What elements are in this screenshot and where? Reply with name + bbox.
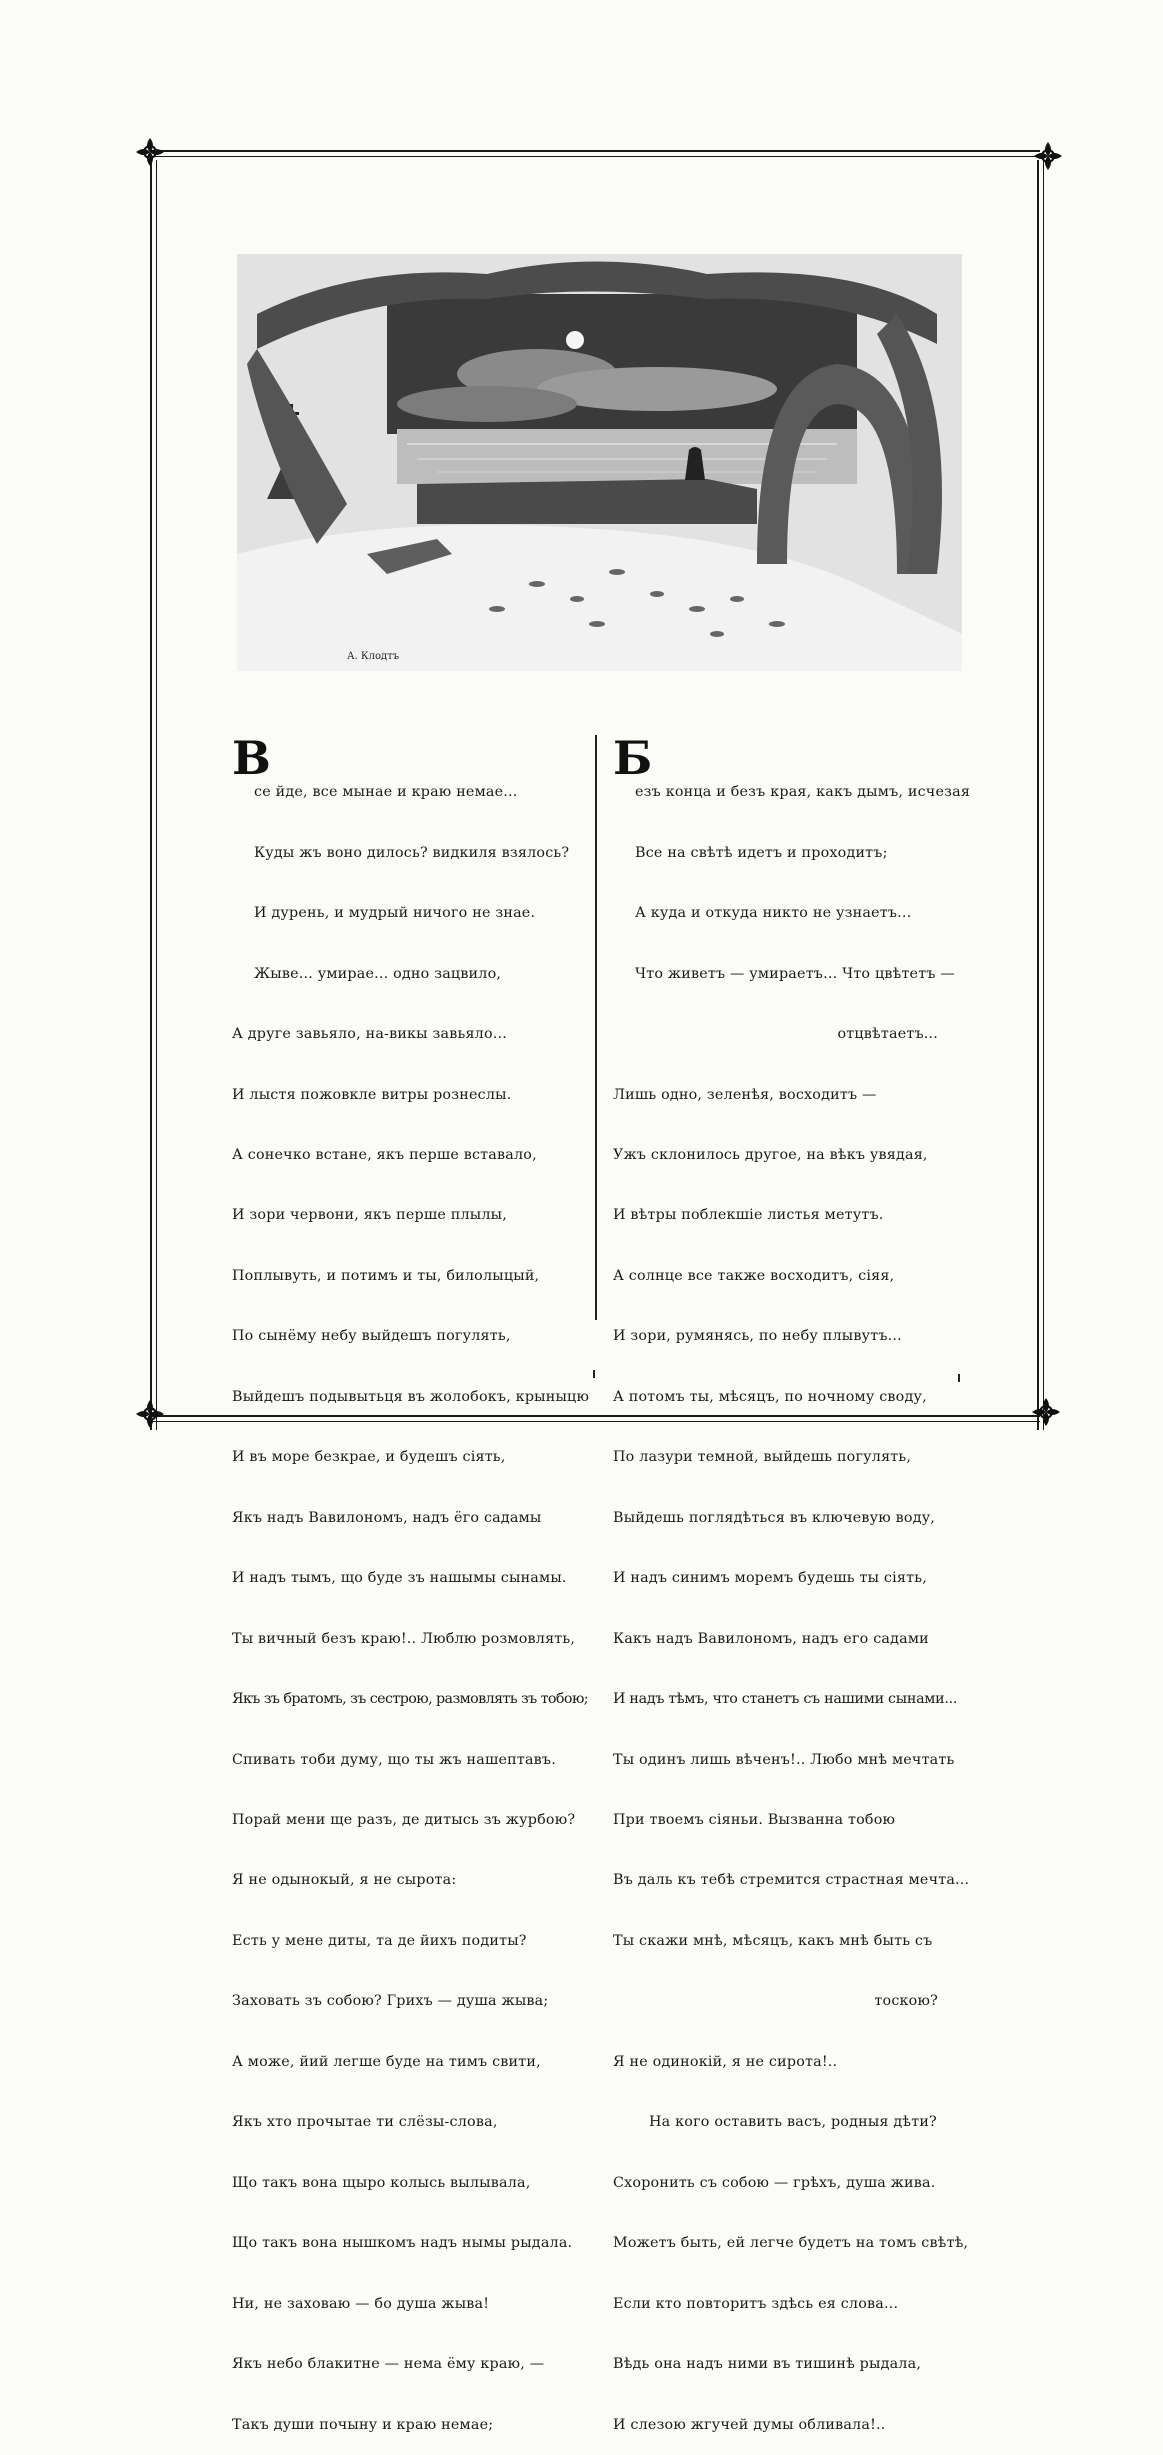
poem-line: Если кто повторитъ здѣсь ея слова... [613,2295,899,2312]
poem-line: Заховать зъ собою? Грихъ — душа жыва; [232,1993,549,2010]
poem-line: И зори, румянясь, по небу плывутъ... [613,1328,902,1345]
poem-line: Ты скажи мнѣ, мѣсяцъ, какъ мнѣ быть съ [613,1932,933,1949]
poem-line: Якъ надъ Вавилономъ, надъ ёго садамы [232,1509,542,1526]
poem-line: Есть у мене диты, та де йихъ подиты? [232,1932,527,1949]
poem-line: Все на свѣтѣ идетъ и проходитъ; [635,844,888,861]
corner-ornament-icon [1030,1396,1062,1428]
poem-line: се йде, все мынае и краю немае... [254,784,518,801]
left-poem-column [232,742,590,2455]
right-poem-column [613,742,971,2455]
poem-line: Ужъ склонилось другое, на вѣкъ увядая, [613,1147,928,1164]
poem-line: Можетъ быть, ей легче будетъ на томъ свѣтѣ, [613,2235,969,2252]
frame-right-rule [1037,160,1044,1430]
poem-line: На кого оставить васъ, родныя дѣти? [649,2114,937,2131]
poem-line: Якъ зъ братомъ, зъ сестрою, размовлять зъ тобою; [232,1691,589,1708]
poem-line: Ты одинъ лишь вѣченъ!.. Любо мнѣ мечтать [613,1751,955,1768]
poem-line: Що такъ вона щыро колысь вылывала, [232,2174,531,2191]
poem-line: А куда и откуда никто не узнаетъ... [635,905,912,922]
poem-line: А потомъ ты, мѣсяцъ, по ночному своду, [613,1388,927,1405]
poem-line: Ни, не заховаю — бо душа жыва! [232,2295,490,2312]
poem-line: Какъ надъ Вавилономъ, надъ его садами [613,1630,929,1647]
poem-line: Куды жъ воно дилось? видкиля взялось? [254,844,570,861]
poem-line: И дурень, и мудрый ничого не знае. [254,905,536,922]
poem-line: И въ море безкрае, и будешъ сіять, [232,1449,506,1466]
poem-line: Вѣдь она надъ ними въ тишинѣ рыдала, [613,2356,922,2373]
poem-line: А може, йий легше буде на тимъ свити, [232,2053,541,2070]
moonlit-landscape-illustration [237,254,962,671]
poem-line: А солнце все также восходитъ, сіяя, [613,1267,895,1284]
poem-line: И надъ тымъ, що буде зъ нашымы сынамы. [232,1570,567,1587]
poem-line: Схоронить съ собою — грѣхъ, душа жива. [613,2174,936,2191]
poem-line: И слезою жгучей думы обливала!.. [613,2416,886,2433]
poem-line: И надъ синимъ моремъ будешь ты сіять, [613,1570,927,1587]
moon-icon [566,331,584,349]
poem-line: И зори червони, якъ перше плылы, [232,1207,507,1224]
poem-line: Выйдешь поглядѣться въ ключевую воду, [613,1509,936,1526]
poem-line: И надъ тѣмъ, что станетъ съ нашими сынами... [613,1691,958,1708]
illustration-signature: А. Клодтъ [347,651,400,662]
poem-line: Ты вичный безъ краю!.. Люблю розмовлять, [232,1630,576,1647]
poem-line: отцвѣтаетъ... [837,1026,938,1043]
poem-line: Порай мени ще разъ, де дитысь зъ журбою? [232,1812,576,1829]
corner-ornament-icon [134,136,166,168]
frame-top-rule [150,150,1040,157]
poem-line: Якъ небо блакитне — нема ёму краю, — [232,2356,545,2373]
poem-line: А друге завьяло, на-викы завьяло... [232,1026,508,1043]
poem-line: И вѣтры поблекшіе листья метутъ. [613,1207,884,1224]
poem-line: Поплывуть, и потимъ и ты, билолыцый, [232,1267,540,1284]
print-mark [593,1370,595,1378]
poem-line: Я не одынокый, я не сырота: [232,1872,457,1889]
poem-line: Выйдешъ подывытьця въ жолобокъ, крыныцю [232,1388,590,1405]
poem-line: Жыве... умирае... одно зацвило, [254,965,502,982]
poem-line: Такъ души почыну и краю немае; [232,2416,494,2433]
poem-line: Спивать тоби думу, що ты жъ нашептавъ. [232,1751,556,1768]
left-dropcap-letter: В [232,731,271,785]
poem-line: Що такъ вона нышкомъ надъ нымы рыдала. [232,2235,573,2252]
corner-ornament-icon [1032,140,1064,172]
poem-line: По сынёму небу выйдешъ погулять, [232,1328,511,1345]
frame-left-rule [150,160,157,1430]
poem-line: И лыстя пожовкле витры рознеслы. [232,1086,512,1103]
poem-line: Что живетъ — умираетъ... Что цвѣтетъ — [635,965,955,982]
corner-ornament-icon [134,1398,166,1430]
poem-line: Лишь одно, зеленѣя, восходитъ — [613,1086,877,1103]
right-dropcap-letter: Б [613,731,653,785]
poem-line: Якъ хто прочытае ти слёзы-слова, [232,2114,498,2131]
poem-line: По лазури темной, выйдешь погулять, [613,1449,912,1466]
poem-line: тоскою? [874,1993,938,2010]
poem-line: А сонечко встане, якъ перше вставало, [232,1147,537,1164]
column-divider [595,735,597,1320]
poem-line: Я не одинокій, я не сирота!.. [613,2053,838,2070]
poem-line: При твоемъ сіяньи. Вызванна тобою [613,1812,896,1829]
poem-line: Въ даль къ тебѣ стремится страстная мечта... [613,1872,970,1889]
poem-line: езъ конца и безъ края, какъ дымъ, исчезая [635,784,971,801]
print-mark [958,1374,960,1382]
